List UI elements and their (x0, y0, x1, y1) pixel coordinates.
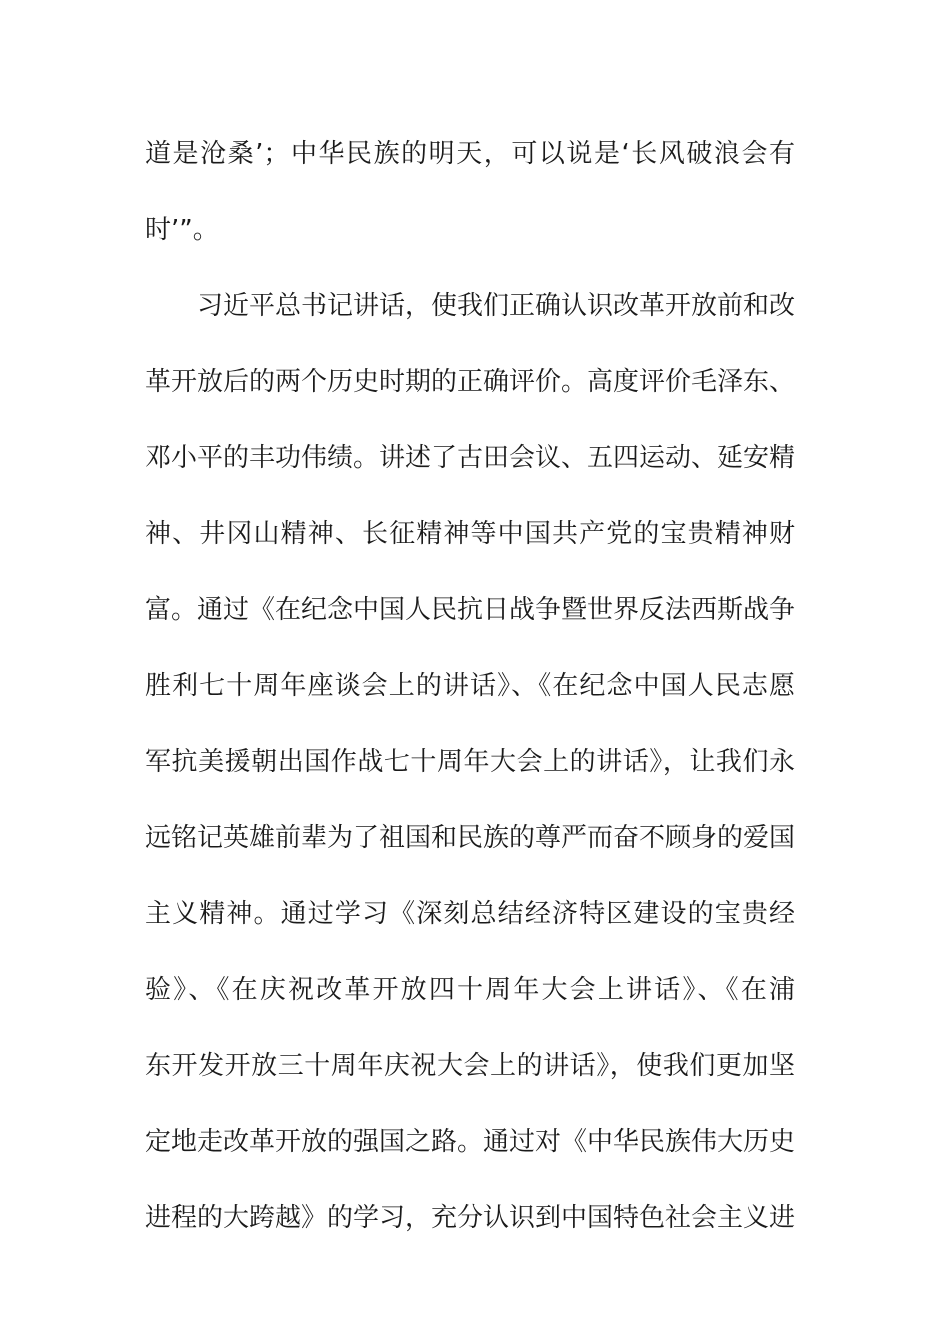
text-line: 进程的大跨越》的学习，充分认识到中国特色社会主义进 (145, 1203, 796, 1233)
paragraph-first-line: 习近平总书记讲话，使我们正确认识改革开放前和改 (197, 291, 796, 321)
text-line: 神、井冈山精神、长征精神等中国共产党的宝贵精神财 (145, 519, 795, 549)
text-line: 定地走改革开放的强国之路。通过对《中华民族伟大历史 (145, 1127, 796, 1157)
text-line: 军抗美援朝出国作战七十周年大会上的讲话》，让我们永 (145, 747, 795, 777)
text-line: 道是沧桑’；中华民族的明天，可以说是‘长风破浪会有 (145, 139, 795, 169)
text-line: 主义精神。通过学习《深刻总结经济特区建设的宝贵经 (145, 899, 795, 929)
text-line: 胜利七十周年座谈会上的讲话》、《在纪念中国人民志愿 (145, 671, 795, 701)
text-line: 时’”。 (145, 215, 219, 245)
text-line: 验》、《在庆祝改革开放四十周年大会上讲话》、《在浦 (145, 975, 795, 1005)
text-line: 富。通过《在纪念中国人民抗日战争暨世界反法西斯战争 (145, 595, 796, 625)
text-line: 邓小平的丰功伟绩。讲述了古田会议、五四运动、延安精 (145, 443, 796, 473)
text-line: 革开放后的两个历史时期的正确评价。高度评价毛泽东、 (145, 367, 796, 397)
text-line: 远铭记英雄前辈为了祖国和民族的尊严而奋不顾身的爱国 (145, 823, 796, 853)
text-line: 东开发开放三十周年庆祝大会上的讲话》，使我们更加坚 (145, 1051, 795, 1081)
